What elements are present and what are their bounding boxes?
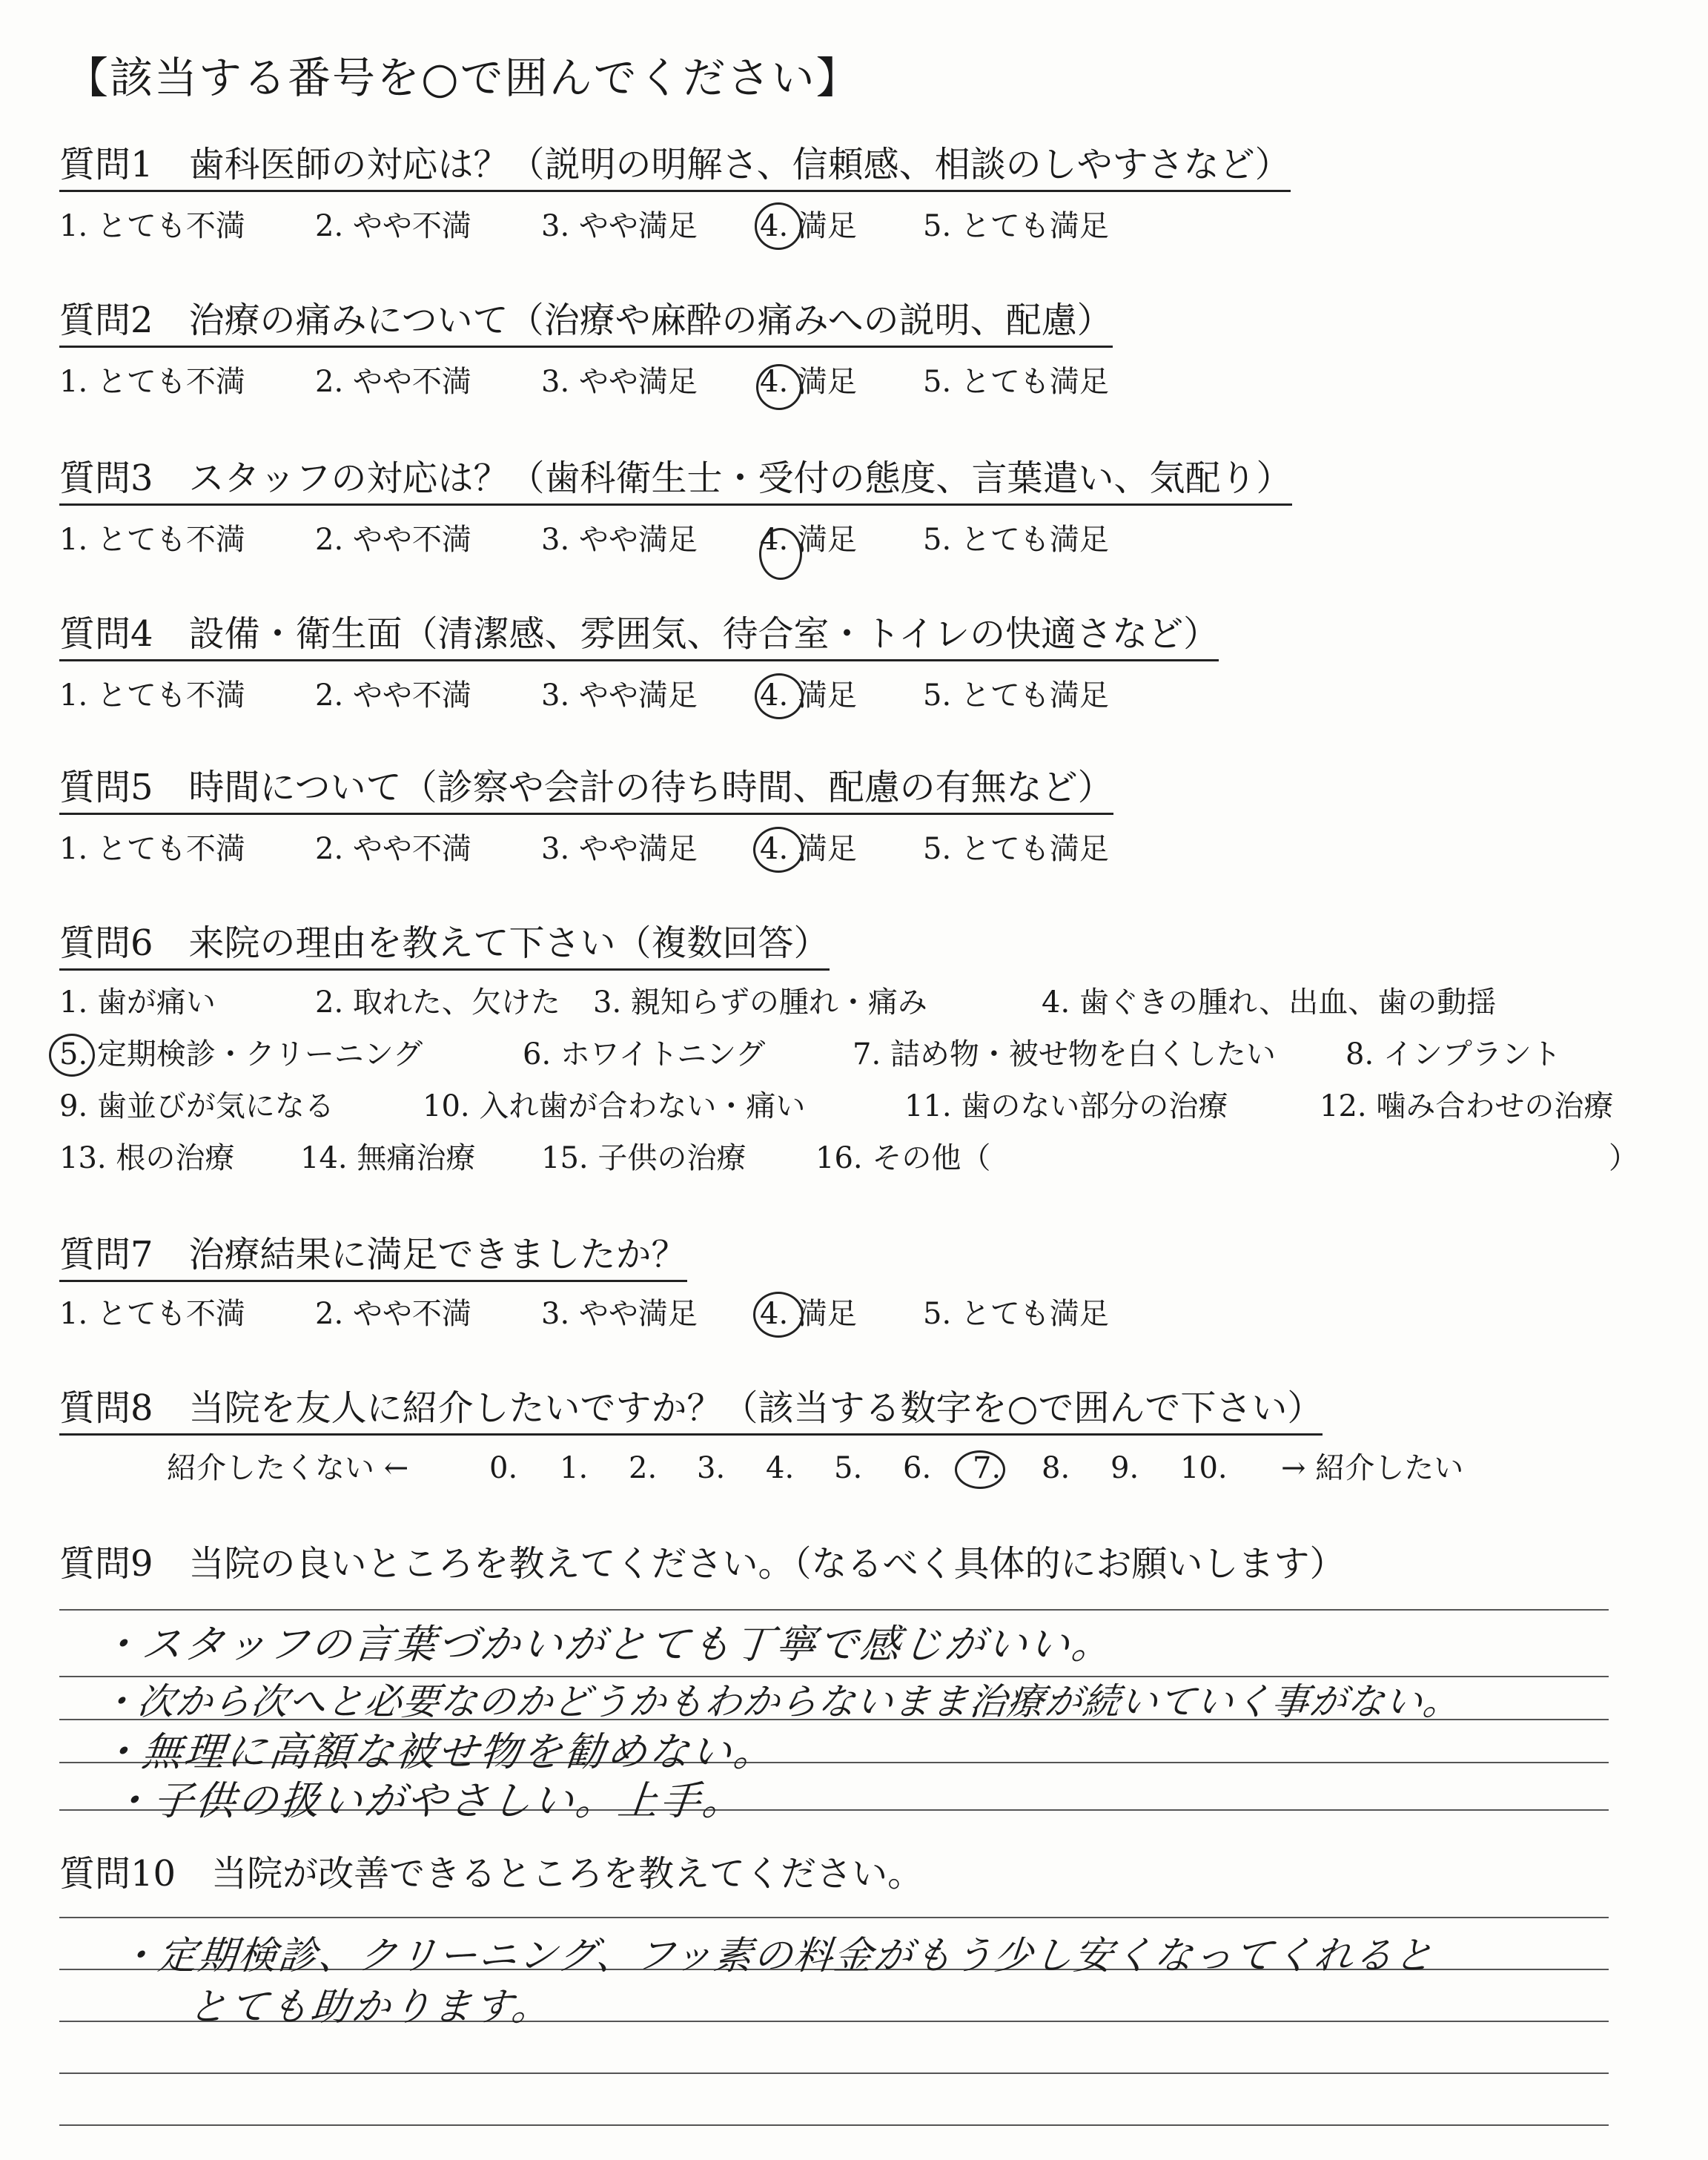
- ruled-line: [59, 1917, 1609, 1918]
- option-2[interactable]: 2. やや不満: [315, 209, 471, 243]
- option-3[interactable]: 3. やや満足: [541, 209, 698, 243]
- option-1[interactable]: 1. とても不満: [59, 365, 245, 399]
- answer-circle-mark: [753, 1292, 804, 1338]
- reason-12[interactable]: 12. 噛み合わせの治療: [1320, 1089, 1614, 1123]
- question-5-title: 質問5 時間について（診察や会計の待ち時間、配慮の有無など）: [59, 767, 1113, 815]
- reason-16[interactable]: 16. その他（: [815, 1141, 991, 1175]
- question-3-title: 質問3 スタッフの対応は？（歯科衛生士・受付の態度、言葉遣い、気配り）: [59, 458, 1292, 506]
- reason-9[interactable]: 9. 歯並びが気になる: [59, 1089, 334, 1123]
- option-5[interactable]: 5. とても満足: [923, 523, 1109, 557]
- scale-10[interactable]: 10.: [1180, 1451, 1228, 1485]
- reason-8[interactable]: 8. インプラント: [1345, 1037, 1561, 1071]
- question-10-title: 質問10 当院が改善できるところを教えてください。: [59, 1853, 924, 1895]
- option-4[interactable]: 4. 満足: [760, 209, 857, 243]
- scale-5[interactable]: 5.: [834, 1451, 863, 1485]
- reason-16-close-paren: ）: [1609, 1141, 1638, 1175]
- question-4-title: 質問4 設備・衛生面（清潔感、雰囲気、待合室・トイレの快適さなど）: [59, 614, 1219, 661]
- answer-circle-mark: [755, 673, 804, 719]
- answer-circle-mark: [759, 528, 802, 580]
- scale-8[interactable]: 8.: [1042, 1451, 1070, 1485]
- scale-9[interactable]: 9.: [1110, 1451, 1139, 1485]
- ruled-line: [59, 2124, 1609, 2126]
- reason-15[interactable]: 15. 子供の治療: [541, 1141, 747, 1175]
- q9-answer-line-1: ・スタッフの言葉づかいがとても丁寧で感じがいい。: [97, 1621, 1116, 1668]
- option-4[interactable]: 4. 満足: [760, 678, 857, 713]
- option-1[interactable]: 1. とても不満: [59, 209, 245, 243]
- reason-10[interactable]: 10. 入れ歯が合わない・痛い: [423, 1089, 806, 1123]
- option-2[interactable]: 2. やや不満: [315, 678, 471, 713]
- page-heading: 【該当する番号を○で囲んでください】: [65, 53, 861, 103]
- question-2-options: [59, 360, 1690, 404]
- option-2[interactable]: 2. やや不満: [315, 832, 471, 866]
- q10-answer-line-1: ・定期検診、クリーニング、フッ素の料金がもう少し安くなってくれると: [116, 1934, 1437, 1978]
- question-8-title: 質問8 当院を友人に紹介したいですか？（該当する数字を○で囲んで下さい）: [59, 1388, 1323, 1436]
- option-5[interactable]: 5. とても満足: [923, 832, 1109, 866]
- question-1-title: 質問1 歯科医師の対応は？（説明の明解さ、信頼感、相談のしやすさなど）: [59, 145, 1291, 192]
- scale-2[interactable]: 2.: [629, 1451, 658, 1485]
- answer-circle-mark: [756, 364, 802, 410]
- option-2[interactable]: 2. やや不満: [315, 523, 471, 557]
- answer-circle-mark: [49, 1034, 95, 1077]
- option-1[interactable]: 1. とても不満: [59, 678, 245, 713]
- scale-6[interactable]: 6.: [903, 1451, 932, 1485]
- option-5[interactable]: 5. とても満足: [923, 1297, 1109, 1331]
- scale-right-label: → 紹介したい: [1281, 1451, 1464, 1485]
- reason-3[interactable]: 3. 親知らずの腫れ・痛み: [593, 985, 927, 1020]
- option-3[interactable]: 3. やや満足: [541, 1297, 698, 1331]
- reason-11[interactable]: 11. 歯のない部分の治療: [904, 1089, 1228, 1123]
- q10-answer-line-2: とても助かります。: [186, 1985, 555, 2029]
- question-4-options: [59, 673, 1690, 718]
- option-4[interactable]: 4. 満足: [760, 523, 857, 557]
- option-4[interactable]: 4. 満足: [760, 365, 857, 399]
- option-4[interactable]: 4. 満足: [760, 1297, 857, 1331]
- question-7-options: [59, 1292, 1690, 1336]
- q9-answer-line-2: ・次から次へと必要なのかどうかもわからないまま治療が続いていく事がない。: [97, 1680, 1463, 1723]
- option-3[interactable]: 3. やや満足: [541, 832, 698, 866]
- question-3-options: [59, 518, 1690, 562]
- scale-0[interactable]: 0.: [489, 1451, 518, 1485]
- reason-2[interactable]: 2. 取れた、欠けた: [315, 985, 560, 1020]
- answer-circle-mark: [955, 1450, 1005, 1489]
- option-4[interactable]: 4. 満足: [760, 832, 857, 866]
- question-7-title: 質問7 治療結果に満足できましたか？: [59, 1235, 687, 1282]
- ruled-line: [59, 1609, 1609, 1611]
- question-2-title: 質問2 治療の痛みについて（治療や麻酔の痛みへの説明、配慮）: [59, 300, 1113, 348]
- answer-circle-mark: [753, 827, 804, 873]
- q9-answer-line-3: ・無理に高額な被せ物を勧めない。: [97, 1728, 778, 1775]
- option-1[interactable]: 1. とても不満: [59, 523, 245, 557]
- reason-13[interactable]: 13. 根の治療: [59, 1141, 235, 1175]
- answer-circle-mark: [755, 202, 802, 250]
- option-5[interactable]: 5. とても満足: [923, 678, 1109, 713]
- scale-7[interactable]: 7.: [973, 1451, 1002, 1485]
- question-1-options: [59, 204, 1690, 248]
- option-2[interactable]: 2. やや不満: [315, 365, 471, 399]
- reason-7[interactable]: 7. 詰め物・被せ物を白くしたい: [853, 1037, 1276, 1071]
- option-3[interactable]: 3. やや満足: [541, 365, 698, 399]
- question-5-options: [59, 827, 1690, 871]
- ruled-line: [59, 2073, 1609, 2074]
- option-3[interactable]: 3. やや満足: [541, 678, 698, 713]
- option-1[interactable]: 1. とても不満: [59, 832, 245, 866]
- scale-left-label: 紹介したくない ←: [167, 1451, 409, 1485]
- reason-6[interactable]: 6. ホワイトニング: [523, 1037, 766, 1071]
- question-6-title: 質問6 来院の理由を教えて下さい（複数回答）: [59, 923, 830, 971]
- option-3[interactable]: 3. やや満足: [541, 523, 698, 557]
- reason-5[interactable]: 5. 定期検診・クリーニング: [59, 1037, 423, 1071]
- option-2[interactable]: 2. やや不満: [315, 1297, 471, 1331]
- scale-4[interactable]: 4.: [766, 1451, 795, 1485]
- reason-14[interactable]: 14. 無痛治療: [300, 1141, 476, 1175]
- scale-3[interactable]: 3.: [697, 1451, 726, 1485]
- question-9-title: 質問9 当院の良いところを教えてください。（なるべく具体的にお願いします）: [59, 1543, 1345, 1585]
- reason-4[interactable]: 4. 歯ぐきの腫れ、出血、歯の動揺: [1042, 985, 1497, 1020]
- reason-1[interactable]: 1. 歯が痛い: [59, 985, 216, 1020]
- q9-answer-line-4: ・子供の扱いがやさしい。上手。: [108, 1777, 747, 1824]
- option-5[interactable]: 5. とても満足: [923, 365, 1109, 399]
- option-5[interactable]: 5. とても満足: [923, 209, 1109, 243]
- option-1[interactable]: 1. とても不満: [59, 1297, 245, 1331]
- scale-1[interactable]: 1.: [560, 1451, 589, 1485]
